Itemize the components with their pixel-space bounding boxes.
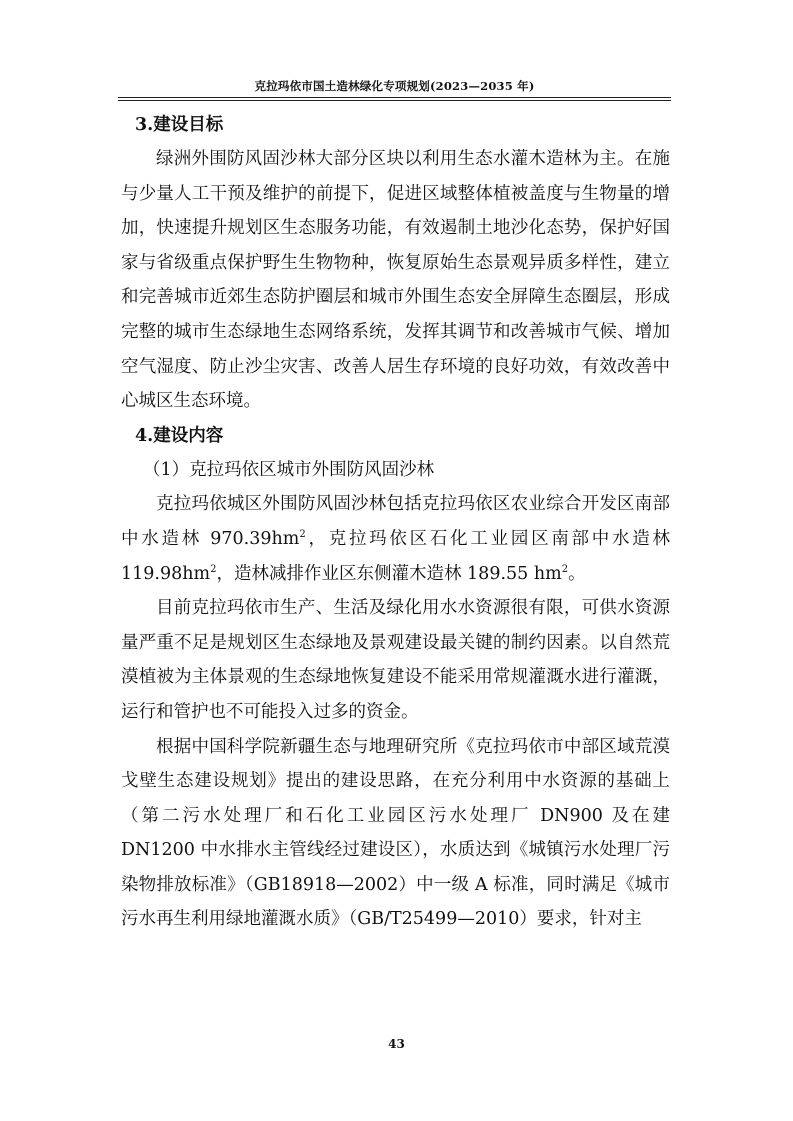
page-body: [121, 108, 670, 937]
superscript: 2: [299, 529, 306, 541]
paragraph-text-part: 克拉玛依城区外围防风固沙林包括克拉玛依区农业综合开发区南部中水造林 970.39hm: [121, 494, 670, 549]
section-heading-goal: 3.建设目标: [135, 115, 224, 135]
section-heading-content: 4.建设内容: [135, 425, 224, 446]
superscript: 2: [210, 563, 217, 575]
paragraph-water-resources: 目前克拉玛依市生产、生活及绿化用水水资源很有限，可供水资源量严重不足是规划区生态绿地及景观建设最关键的制约因素。以自然荒漠植被为主体景观的生态绿地恢复建设不能采用常规灌溉水进行灌溉，运行和管护也不可能投入过多的资金。: [121, 598, 670, 722]
goal-paragraph: 绿洲外围防风固沙林大部分区块以利用生态水灌木造林为主。在施与少量人工干预及维护的前提下，促进区域整体植被盖度与生物量的增加，快速提升规划区生态服务功能，有效遏制土地沙化态势，保护好国家与省级重点保护野生生物物种，恢复原始生态景观异质多样性，建立和完善城市近郊生态防护圈层和城市外围生态安全屏障生态圈层，形成完整的城市生态绿地生态网络系统，发挥其调节和改善城市气候、增加空气湿度、防止沙尘灾害、改善人居生存环境的良好功效，有效改善中心城区生态环境。: [121, 149, 670, 412]
paragraph-text-part: ，克拉玛依区石化工业园区南部中水造林 119.98hm: [121, 528, 671, 584]
header-rule-thin: [118, 100, 671, 101]
superscript: 2: [561, 563, 569, 575]
header-rule-thick: [118, 97, 671, 98]
paragraph-text-part: 。: [568, 563, 586, 584]
paragraph-area-figures: [121, 487, 670, 591]
subsection-heading: （1）克拉玛依区城市外围防风固沙林: [143, 459, 435, 480]
paragraph-text-part: ，造林减排作业区东侧灌木造林 189.55 hm: [216, 563, 562, 584]
running-header: 克拉玛依市国土造林绿化专项规划(2023—2035 年): [254, 79, 535, 93]
paragraph-construction-approach: 根据中国科学院新疆生态与地理研究所《克拉玛依市中部区域荒漠戈壁生态建设规划》提出的建设思路，在充分利用中水资源的基础上（第二污水处理厂和石化工业园区污水处理厂 DN900 及在建 DN1200 中水排水主管线经过建设区），水质达到《城镇污水处理厂污染物排放标准》（GB18918—2002）中一级 A 标准，同时满足《城市污水再生利用绿地灌溉水质》（GB/T25499—2010）要求，针对主: [121, 736, 670, 930]
page-number: 43: [388, 1037, 405, 1051]
